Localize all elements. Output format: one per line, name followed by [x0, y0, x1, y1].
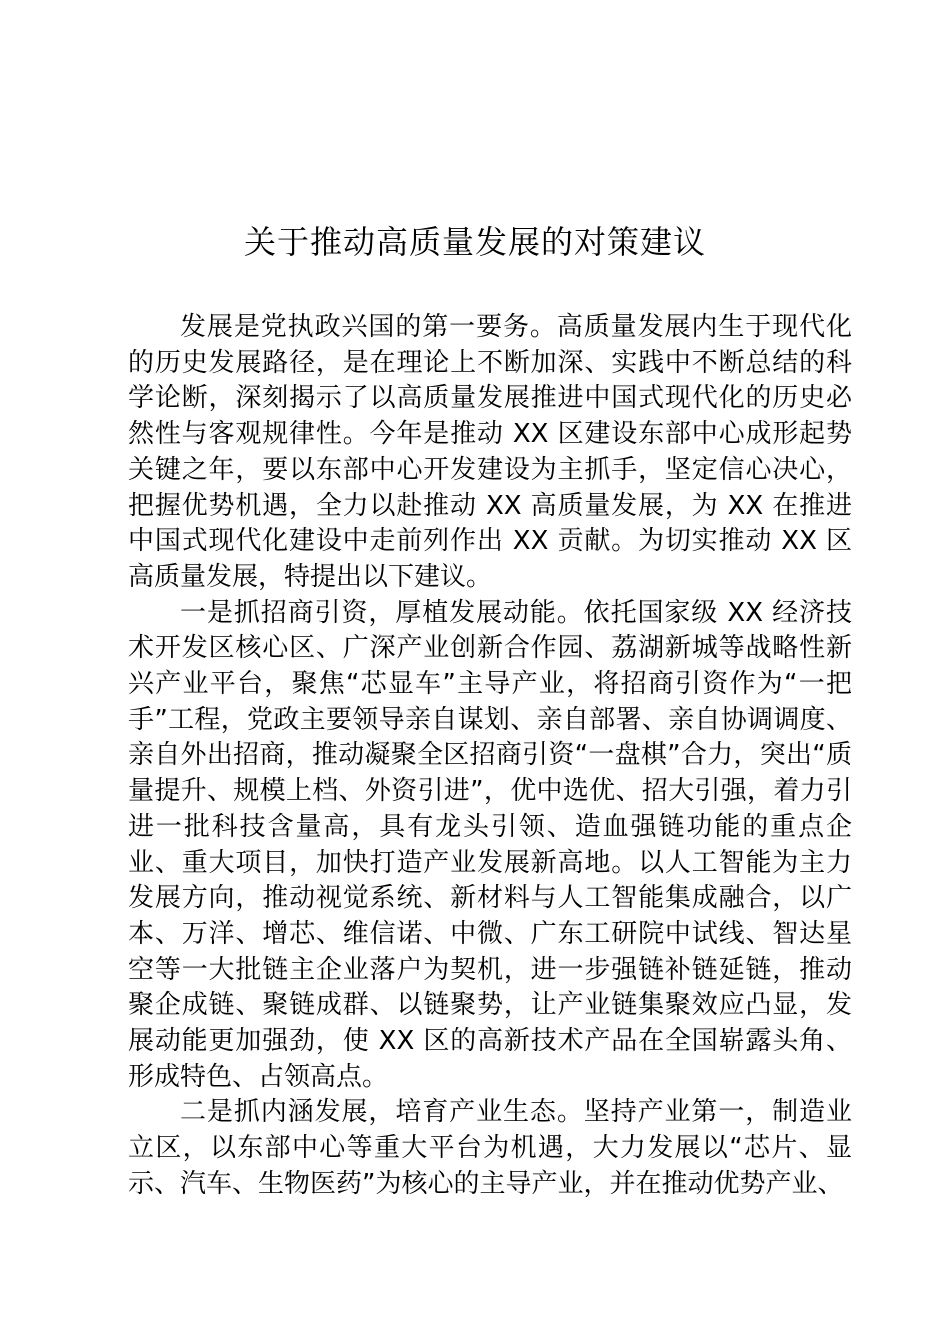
paragraph-investment: 一是抓招商引资，厚植发展动能。依托国家级 XX 经济技术开发区核心区、广深产业创新合作园、荔湖新城等战略性新兴产业平台，聚焦“芯显车”主导产业，将招商引资作为“一把手”工程，党政主要领导亲自谋划、亲自部署、亲自协调调度、亲自外出招商，推动凝聚全区招商引资“一盘棋”合力，突出“质量提升、规模上档、外资引进”，优中选优、招大引强，着力引进一批科技含量高，具有龙头引领、造血强链功能的重点企业、重大项目，加快打造产业发展新高地。以人工智能为主力发展方向，推动视觉系统、新材料与人工智能集成融合，以广本、万洋、增芯、维信诺、中微、广东工研院中试线、智达星空等一大批链主企业落户为契机，进一步强链补链延链，推动聚企成链、聚链成群、以链聚势，让产业链集聚效应凸显，发展动能更加强劲，使 XX 区的高新技术产品在全国崭露头角、形成特色、占领高点。 [128, 597, 852, 1092]
paragraph-intro: 发展是党执政兴国的第一要务。高质量发展内生于现代化的历史发展路径，是在理论上不断加深、实践中不断总结的科学论断，深刻揭示了以高质量发展推进中国式现代化的历史必然性与客观规律性。今年是推动 XX 区建设东部中心成形起势关键之年，要以东部中心开发建设为主抓手，坚定信心决心，把握优势机遇，全力以赴推动 XX 高质量发展，为 XX 在推进中国式现代化建设中走前列作出 XX 贡献。为切实推动 XX 区高质量发展，特提出以下建议。 [128, 312, 852, 592]
paragraph-development: 二是抓内涵发展，培育产业生态。坚持产业第一，制造业立区，以东部中心等重大平台为机遇，大力发展以“芯片、显示、汽车、生物医药”为核心的主导产业，并在推动优势产业、 [128, 1097, 852, 1199]
document-body [128, 310, 852, 1203]
document-title: 关于推动高质量发展的对策建议 [243, 223, 706, 261]
